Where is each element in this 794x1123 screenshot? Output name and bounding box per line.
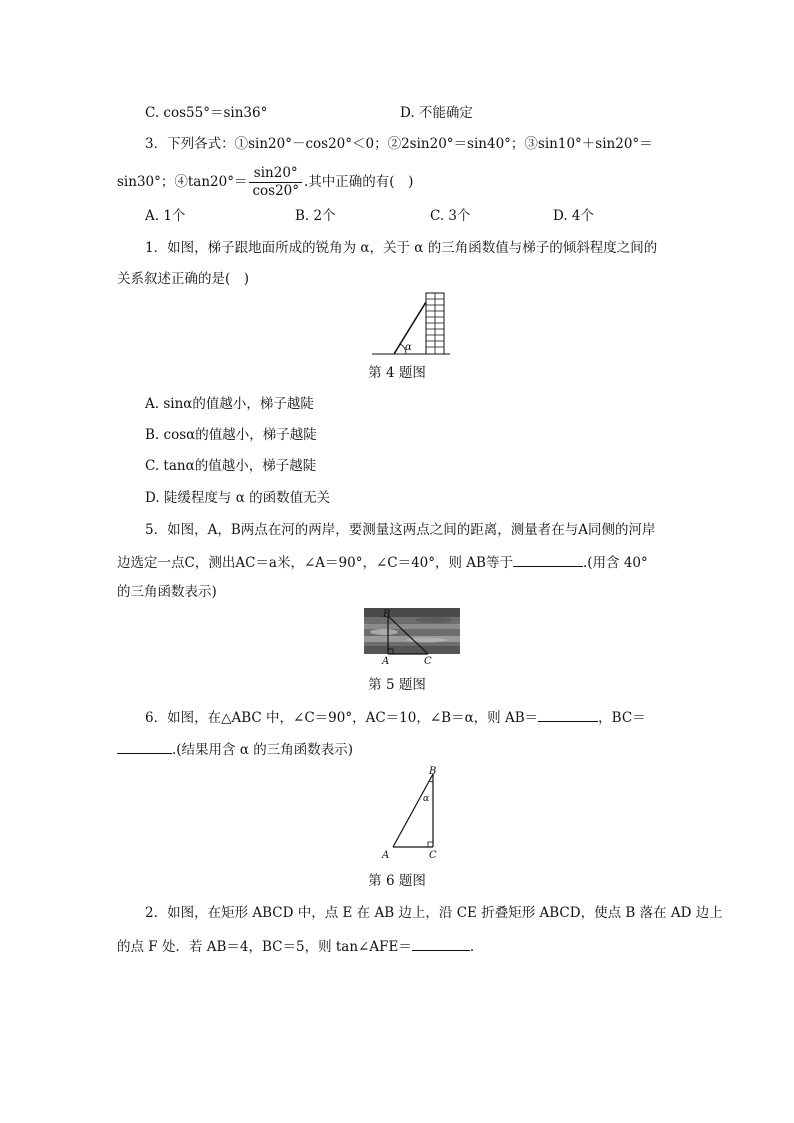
q5-line2-end: .(用含 40° — [582, 555, 648, 571]
q3-fraction — [249, 165, 302, 200]
triangle-figure — [378, 764, 448, 862]
q6-ab-blank[interactable] — [538, 707, 598, 722]
q5-caption: 第 5 题图 — [368, 677, 426, 693]
q5-line3: 的三角函数表示) — [117, 584, 217, 600]
q6-line2 — [117, 739, 353, 759]
q3-fraction-numerator: sin20° — [249, 165, 302, 183]
q6-line1 — [145, 707, 646, 727]
ladder-figure — [370, 290, 452, 358]
q3-line2-end: .其中正确的有( ) — [304, 174, 414, 190]
river-figure — [364, 606, 460, 668]
q6-line1-start: 6．如图，在△ABC 中，∠C＝90°，AC＝10，∠B＝α，则 AB＝ — [145, 710, 539, 726]
q2-option-c: C. cos55°＝sin36° — [145, 105, 268, 121]
q6-bc-blank[interactable] — [117, 739, 172, 754]
q6-line2-end: .(结果用含 α 的三角函数表示) — [172, 742, 354, 758]
q3-option-a: A. 1个 — [145, 208, 186, 224]
q6-line1-mid: ，BC＝ — [598, 710, 646, 726]
q3-line1: 3．下列各式：①sin20°－cos20°＜0；②2sin20°＝sin40°；③sin10°＋sin20°＝ — [145, 136, 653, 152]
triangle-angle-label: α — [423, 794, 430, 804]
river-label-a: A — [382, 656, 390, 667]
q4-line2: 关系叙述正确的是( ) — [117, 271, 250, 287]
q4-option-d: D. 陡缓程度与 α 的函数值无关 — [145, 490, 331, 506]
q2-option-d: D. 不能确定 — [400, 105, 473, 121]
triangle-label-b: B — [429, 766, 437, 777]
q5-line1: 5．如图，A，B两点在河的两岸，要测量这两点之间的距离，测量者在与A同侧的河岸 — [145, 522, 656, 538]
q3-option-b: B. 2个 — [295, 208, 336, 224]
q4-option-a: A. sinα的值越小，梯子越陡 — [145, 396, 314, 412]
q6-caption: 第 6 题图 — [368, 873, 426, 889]
q7-line2-start: 的点 F 处．若 AB＝4，BC＝5，则 tan∠AFE＝ — [117, 939, 412, 955]
q4-option-c: C. tanα的值越小，梯子越陡 — [145, 458, 317, 474]
ladder-angle-label: α — [405, 342, 412, 353]
q3-line2-start: sin30°；④tan20°＝ — [117, 174, 248, 190]
q3-option-d: D. 4个 — [553, 208, 595, 224]
q7-line2 — [117, 936, 474, 956]
q7-answer-blank[interactable] — [412, 936, 470, 951]
q4-line1: 1．如图，梯子跟地面所成的锐角为 α，关于 α 的三角函数值与梯子的倾斜程度之间的 — [145, 240, 658, 256]
q5-answer-blank[interactable] — [513, 552, 583, 567]
q3-option-c: C. 3个 — [430, 208, 471, 224]
q3-fraction-denominator: cos20° — [252, 183, 300, 199]
q5-line2-start: 边选定一点C，测出AC＝a米，∠A＝90°，∠C＝40°，则 AB等于 — [117, 555, 513, 571]
q4-option-b: B. cosα的值越小，梯子越陡 — [145, 427, 317, 443]
q4-caption: 第 4 题图 — [368, 365, 426, 381]
triangle-label-a: A — [382, 850, 390, 861]
river-label-b: B — [383, 609, 391, 620]
triangle-label-c: C — [429, 850, 437, 861]
q5-line2 — [117, 552, 648, 572]
q3-line2 — [117, 164, 413, 200]
river-label-c: C — [424, 656, 432, 667]
q7-line2-end: . — [469, 939, 475, 955]
q7-line1: 2．如图，在矩形 ABCD 中，点 E 在 AB 边上，沿 CE 折叠矩形 ABCD，使点 B 落在 AD 边上 — [145, 905, 723, 921]
